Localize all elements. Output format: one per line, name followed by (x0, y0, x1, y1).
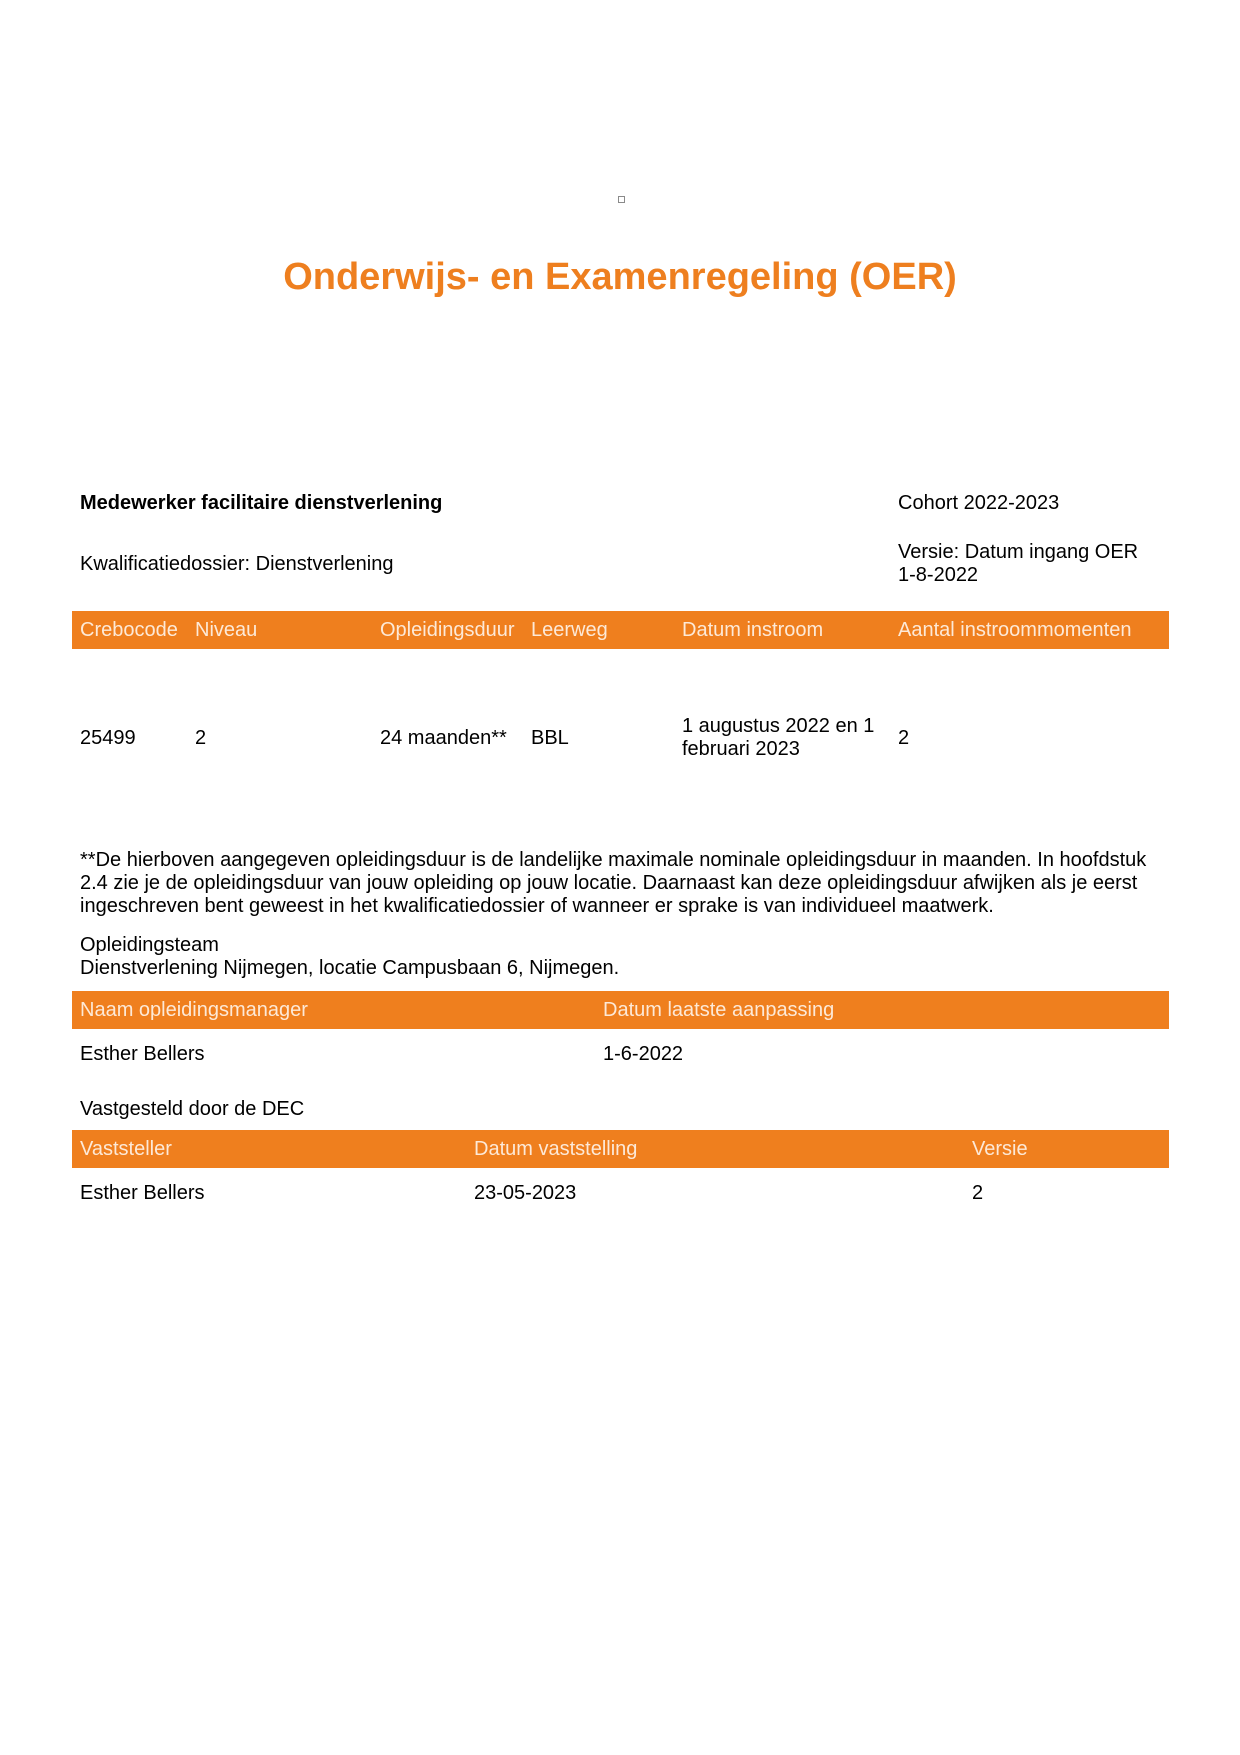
header-niveau: Niveau (195, 619, 258, 641)
document-title: Onderwijs- en Examenregeling (OER) (283, 256, 957, 298)
cohort-label: Cohort 2022-2023 (898, 492, 1060, 514)
versie-line-2: 1-8-2022 (898, 564, 979, 586)
versie-block (898, 541, 1138, 587)
header-crebocode: Crebocode (80, 619, 178, 641)
header-leerweg: Leerweg (531, 619, 608, 641)
header-aantal-instroommomenten: Aantal instroommomenten (898, 619, 1132, 641)
cell-datum-vaststelling: 23-05-2023 (474, 1182, 577, 1204)
placeholder-image-icon (618, 196, 625, 203)
footnote-opleidingsduur: **De hierboven aangegeven opleidingsduur is de landelijke maximale nominale opleidingsduur in maanden. In hoofdstuk 2.4 zie je de opleidingsduur van jouw opleiding op jouw locatie. Daarnaast kan deze opleidingsduur afwijken als je eerst ingeschreven bent geweest in het kwalificatiedossier of wanneer er sprake is van individueel maatwerk. (80, 849, 1147, 917)
datum-instroom-line-1: 1 augustus 2022 en 1 (682, 715, 875, 737)
cell-niveau: 2 (195, 727, 207, 749)
cell-vaststeller: Esther Bellers (80, 1182, 205, 1204)
cell-datum-instroom (682, 715, 874, 761)
header-naam-opleidingsmanager: Naam opleidingsmanager (80, 999, 308, 1021)
cell-opleidingsduur: 24 maanden** (380, 727, 507, 749)
team-label: Opleidingsteam (80, 934, 219, 956)
datum-instroom-line-2: februari 2023 (682, 738, 800, 760)
cell-leerweg: BBL (531, 727, 569, 749)
team-location: Dienstverlening Nijmegen, locatie Campusbaan 6, Nijmegen. (80, 957, 620, 979)
header-versie: Versie (972, 1138, 1028, 1160)
main-table-header (72, 611, 1169, 649)
cell-laatste-aanpassing: 1-6-2022 (603, 1043, 684, 1065)
cell-crebocode: 25499 (80, 727, 136, 749)
cell-manager-name: Esther Bellers (80, 1043, 205, 1065)
dec-table-header (72, 1130, 1169, 1168)
header-opleidingsduur: Opleidingsduur (380, 619, 515, 641)
header-datum-instroom: Datum instroom (682, 619, 824, 641)
cell-aantal: 2 (898, 727, 910, 749)
manager-table-header (72, 991, 1169, 1029)
program-name: Medewerker facilitaire dienstverlening (80, 492, 443, 514)
cell-versie: 2 (972, 1182, 984, 1204)
header-vaststeller: Vaststeller (80, 1138, 172, 1160)
versie-line-1: Versie: Datum ingang OER (898, 541, 1139, 563)
header-datum-vaststelling: Datum vaststelling (474, 1138, 638, 1160)
dec-label: Vastgesteld door de DEC (80, 1098, 305, 1120)
header-datum-laatste-aanpassing: Datum laatste aanpassing (603, 999, 835, 1021)
kwalificatiedossier-label: Kwalificatiedossier: Dienstverlening (80, 553, 394, 575)
